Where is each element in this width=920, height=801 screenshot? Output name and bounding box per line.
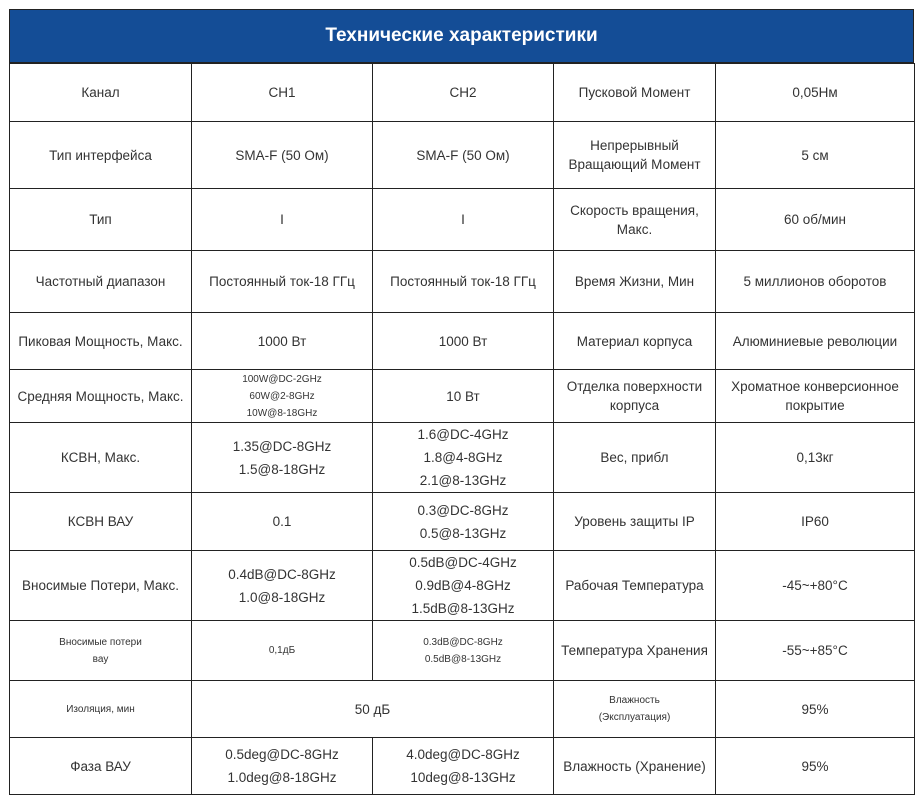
- cell-text: 1000 Вт: [257, 333, 307, 349]
- cell-name: [10, 122, 192, 189]
- cell-name: [10, 189, 192, 251]
- cell-text: 0.1: [272, 514, 292, 529]
- cell-name: [10, 738, 192, 795]
- cell-ch1: [192, 423, 373, 493]
- cell-text: КСВН ВАУ: [67, 514, 134, 529]
- spec-table: [9, 63, 915, 795]
- cell-text: SMA-F (50 Ом): [416, 147, 510, 163]
- cell-text: Частотный диапазон: [35, 274, 166, 289]
- cell-value: [716, 370, 915, 423]
- cell-text: -45~+80°C: [782, 578, 848, 593]
- cell-text: Вносимые потери: [59, 636, 142, 648]
- cell-name: [10, 621, 192, 681]
- cell-param: [554, 189, 716, 251]
- cell-text: 10 Вт: [446, 388, 480, 404]
- cell-text: Отделка поверхности: [566, 379, 703, 394]
- cell-value: [716, 551, 915, 621]
- cell-ch1: [192, 122, 373, 189]
- cell-text: Вносимые Потери, Макс.: [22, 578, 179, 593]
- cell-text: 0.5dB@8-13GHz: [424, 653, 502, 665]
- cell-ch1: [192, 621, 373, 681]
- cell-param: [554, 551, 716, 621]
- cell-text: CH1: [268, 85, 296, 100]
- cell-text: (Эксплуатация): [598, 712, 671, 723]
- cell-text: Вес, прибл: [600, 450, 669, 465]
- cell-ch2: [373, 251, 554, 313]
- cell-text: покрытие: [785, 398, 845, 413]
- cell-ch2: [373, 313, 554, 370]
- cell-name: [10, 551, 192, 621]
- table-title: Технические характеристики: [325, 25, 598, 46]
- table-row: [10, 122, 915, 189]
- cell-text: I: [461, 212, 465, 227]
- cell-text: 10W@8-18GHz: [246, 407, 318, 419]
- cell-ch2: [373, 738, 554, 795]
- cell-text: 1.5dB@8-13GHz: [411, 601, 515, 616]
- cell-text: Хроматное конверсионное: [731, 379, 899, 394]
- cell-text: 0.5@8-13GHz: [419, 525, 507, 541]
- cell-param: [554, 681, 716, 738]
- cell-text: 2.1@8-13GHz: [419, 473, 507, 488]
- cell-param: [554, 313, 716, 370]
- cell-ch1: [192, 493, 373, 551]
- cell-text: 1.0@8-18GHz: [238, 589, 326, 605]
- table-row: [10, 738, 915, 795]
- cell-text: Пусковой Момент: [578, 85, 691, 100]
- cell-ch2: [373, 423, 554, 493]
- table-row: [10, 423, 915, 493]
- cell-text: 0.3@DC-8GHz: [417, 502, 509, 518]
- cell-value: [716, 313, 915, 370]
- cell-text: Пиковая Мощность, Макс.: [18, 333, 183, 349]
- cell-ch2: [373, 370, 554, 423]
- cell-text: -55~+85°C: [782, 643, 848, 658]
- cell-merged: [192, 681, 554, 738]
- cell-param: [554, 251, 716, 313]
- cell-value: [716, 64, 915, 122]
- cell-ch1: [192, 313, 373, 370]
- cell-text: Вращающий Момент: [568, 157, 701, 172]
- cell-text: Постоянный ток-18 ГГц: [209, 274, 355, 289]
- cell-text: Канал: [81, 85, 120, 100]
- cell-text: 1.35@DC-8GHz: [232, 438, 332, 454]
- cell-text: Уровень защиты IP: [574, 514, 695, 529]
- cell-ch2: [373, 122, 554, 189]
- cell-text: 5 миллионов оборотов: [743, 274, 887, 289]
- cell-text: вау: [92, 653, 109, 665]
- cell-text: 0.9dB@4-8GHz: [415, 578, 511, 593]
- cell-text: I: [280, 212, 284, 227]
- table-row: [10, 681, 915, 738]
- cell-name: [10, 493, 192, 551]
- cell-value: [716, 189, 915, 251]
- cell-name: [10, 251, 192, 313]
- cell-text: 95%: [801, 758, 829, 774]
- table-row: [10, 251, 915, 313]
- cell-text: Температура Хранения: [561, 643, 708, 658]
- cell-text: 60 об/мин: [783, 212, 847, 227]
- cell-text: Постоянный ток-18 ГГц: [390, 274, 536, 289]
- cell-value: [716, 122, 915, 189]
- cell-text: Рабочая Температура: [565, 578, 704, 593]
- cell-value: [716, 251, 915, 313]
- cell-text: 1000 Вт: [438, 333, 488, 349]
- cell-text: Алюминиевые революции: [732, 333, 898, 349]
- cell-text: 0.5dB@DC-4GHz: [409, 555, 517, 570]
- cell-ch1: [192, 189, 373, 251]
- cell-ch1: [192, 738, 373, 795]
- cell-text: Время Жизни, Мин: [574, 274, 695, 289]
- cell-name: [10, 423, 192, 493]
- cell-ch2: [373, 189, 554, 251]
- cell-text: КСВН, Макс.: [60, 450, 141, 465]
- cell-value: [716, 621, 915, 681]
- cell-text: Влажность (Хранение): [563, 758, 706, 774]
- cell-param: [554, 423, 716, 493]
- cell-ch2: [373, 64, 554, 122]
- cell-text: Тип: [89, 212, 112, 227]
- cell-value: [716, 681, 915, 738]
- cell-ch1: [192, 64, 373, 122]
- cell-param: [554, 64, 716, 122]
- cell-text: 95%: [801, 701, 829, 717]
- cell-text: 0.5deg@DC-8GHz: [225, 747, 339, 762]
- cell-param: [554, 370, 716, 423]
- cell-text: корпуса: [609, 398, 660, 413]
- cell-param: [554, 122, 716, 189]
- cell-name: [10, 64, 192, 122]
- cell-name: [10, 370, 192, 423]
- cell-name: [10, 313, 192, 370]
- cell-text: Скорость вращения,: [570, 202, 699, 218]
- cell-text: 0,13кг: [796, 450, 834, 465]
- cell-ch1: [192, 370, 373, 423]
- table-row: [10, 370, 915, 423]
- cell-text: 0.3dB@DC-8GHz: [423, 636, 503, 648]
- cell-value: [716, 493, 915, 551]
- cell-text: Непрерывный: [590, 138, 679, 153]
- table-title-bar: [9, 9, 914, 63]
- cell-text: Влажность: [609, 695, 660, 706]
- cell-ch2: [373, 493, 554, 551]
- table-row: [10, 189, 915, 251]
- cell-text: Изоляция, мин: [66, 703, 135, 715]
- cell-text: 1.6@DC-4GHz: [417, 427, 509, 442]
- cell-ch2: [373, 551, 554, 621]
- cell-param: [554, 621, 716, 681]
- cell-text: 1.5@8-18GHz: [238, 461, 326, 477]
- table-row: [10, 313, 915, 370]
- cell-param: [554, 738, 716, 795]
- cell-text: 4.0deg@DC-8GHz: [406, 747, 520, 762]
- table-row: [10, 551, 915, 621]
- table-row: [10, 621, 915, 681]
- cell-ch1: [192, 551, 373, 621]
- cell-text: 0.4dB@DC-8GHz: [228, 566, 336, 582]
- cell-value: [716, 738, 915, 795]
- cell-value: [716, 423, 915, 493]
- cell-text: Фаза ВАУ: [70, 758, 131, 774]
- cell-text: 60W@2-8GHz: [249, 390, 315, 402]
- cell-text: Макс.: [616, 221, 653, 237]
- cell-ch2: [373, 621, 554, 681]
- cell-text: 100W@DC-2GHz: [242, 373, 322, 385]
- cell-name: [10, 681, 192, 738]
- spec-table-container: [9, 9, 914, 795]
- cell-text: 1.0deg@8-18GHz: [227, 770, 337, 785]
- table-row: [10, 493, 915, 551]
- cell-text: 0,05Нм: [792, 85, 838, 100]
- cell-text: SMA-F (50 Ом): [235, 147, 329, 163]
- cell-text: Тип интерфейса: [49, 147, 152, 163]
- cell-ch1: [192, 251, 373, 313]
- table-row: [10, 64, 915, 122]
- cell-text: 0,1дБ: [268, 645, 296, 656]
- cell-text: 50 дБ: [354, 701, 391, 717]
- cell-text: 10deg@8-13GHz: [410, 770, 516, 785]
- cell-text: CH2: [449, 85, 477, 100]
- cell-text: 1.8@4-8GHz: [423, 450, 503, 465]
- cell-param: [554, 493, 716, 551]
- cell-text: Материал корпуса: [576, 333, 693, 349]
- cell-text: 5 см: [801, 147, 829, 163]
- cell-text: Средняя Мощность, Макс.: [17, 388, 184, 404]
- cell-text: IP60: [801, 514, 829, 529]
